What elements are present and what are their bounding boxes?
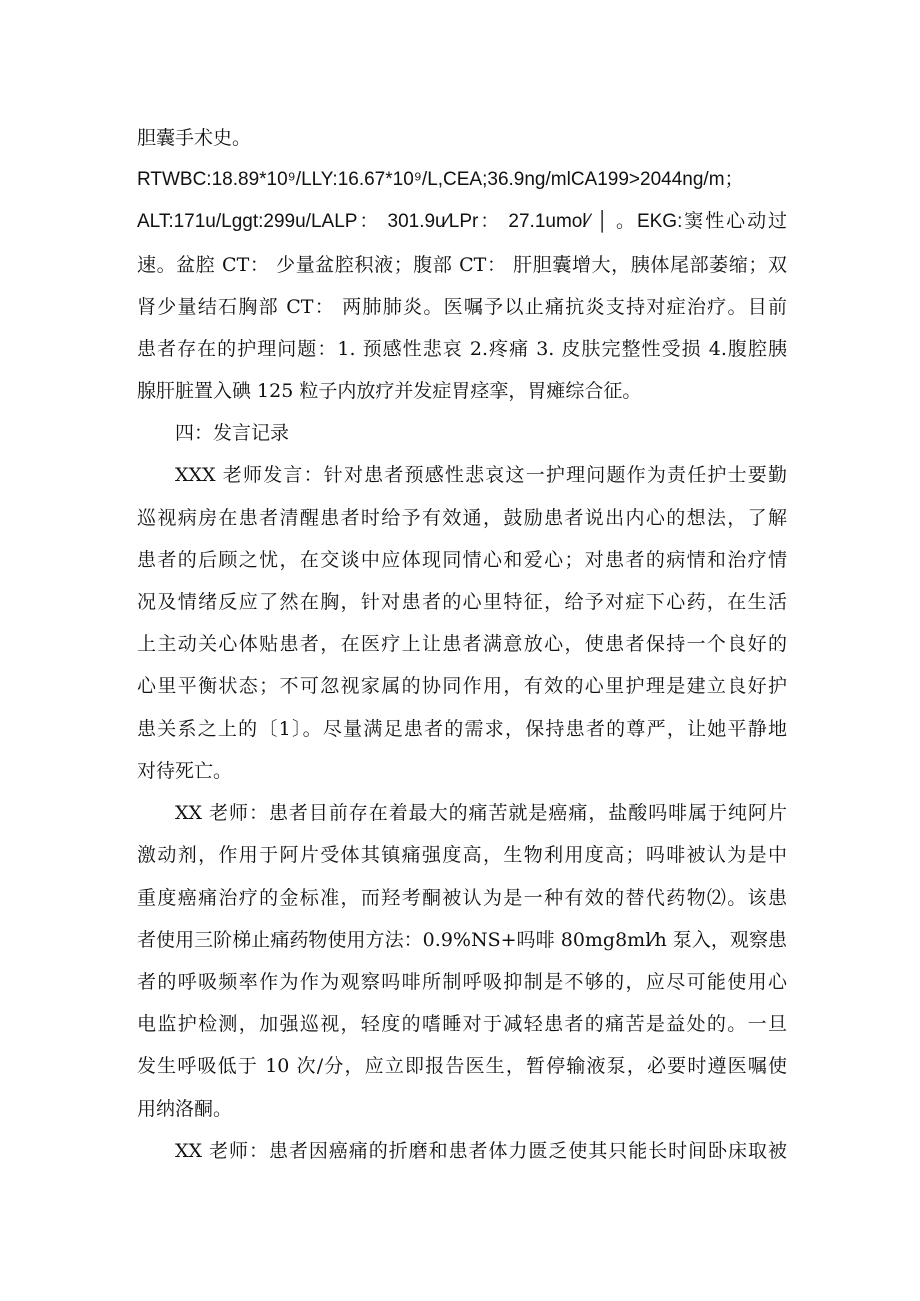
- text-line: 腺肝脏置入碘 125 粒子内放疗并发症胃痉挛，胃瘫综合征。: [137, 380, 642, 402]
- text-line: 心里平衡状态；不可忽视家属的协同作用，有效的心里护理是建立良好护: [137, 675, 787, 697]
- text-line: 肾少量结石胸部 CT： 两肺肺炎。医嘱予以止痛抗炎支持对症治疗。目前: [137, 296, 787, 318]
- text-line: 巡视病房在患者清醒患者时给予有效通，鼓励患者说出内心的想法，了解: [137, 507, 787, 529]
- text-line: 患关系之上的〔1〕。尽量满足患者的需求，保持患者的尊严，让她平静地: [137, 718, 787, 740]
- text-line: 用纳洛酮。: [137, 1098, 233, 1120]
- text-line: RTWBC:18.89*10⁹/LLY:16.67*10⁹/L,CEA;36.9ng/mlCA199>2044ng/m；: [137, 169, 744, 190]
- text-line: 患者存在的护理问题：1. 预感性悲哀 2.疼痛 3. 皮肤完整性受损 4.腹腔胰: [137, 338, 787, 360]
- text-line: 对待死亡。: [137, 760, 233, 782]
- text-line: 激动剂，作用于阿片受体其镇痛强度高，生物利用度高；吗啡被认为是中: [137, 844, 787, 866]
- text-line: XXX 老师发言：针对患者预感性悲哀这一护理问题作为责任护士要勤: [175, 464, 787, 486]
- text-line: 上主动关心体贴患者，在医疗上让患者满意放心，使患者保持一个良好的: [137, 633, 787, 655]
- text-line: XX 老师：患者因癌痛的折磨和患者体力匮乏使其只能长时间卧床取被: [175, 1140, 787, 1162]
- section-heading: 四：发言记录: [175, 422, 290, 444]
- text-line: 电监护检测，加强巡视，轻度的嗜睡对于减轻患者的痛苦是益处的。一旦: [137, 1013, 787, 1035]
- text-line: 者的呼吸频率作为作为观察吗啡所制呼吸抑制是不够的，应尽可能使用心: [137, 971, 787, 993]
- text-line: 速。盆腔 CT： 少量盆腔积液；腹部 CT： 肝胆囊增大，胰体尾部萎缩；双: [137, 254, 787, 276]
- text-line: 况及情绪反应了然在胸，针对患者的心里特征，给予对症下心药，在生活: [137, 591, 787, 613]
- text-line: XX 老师：患者目前存在着最大的痛苦就是癌痛，盐酸吗啡属于纯阿片: [175, 802, 787, 824]
- text-line: 患者的后顾之忧，在交谈中应体现同情心和爱心；对患者的病情和治疗情: [137, 549, 787, 571]
- text-line: 者使用三阶梯止痛药物使用方法：0.9%NS+吗啡 80mg8ml⁄h 泵入，观察患: [137, 929, 787, 951]
- text-line: 重度癌痛治疗的金标准，而羟考酮被认为是一种有效的替代药物⑵。该患: [137, 887, 787, 909]
- text-line: ALT:171u/Lggt:299u/LALP： 301.9u⁄LPr： 27.1umol⁄ │ 。EKG:窦性心动过: [137, 211, 787, 232]
- text-line: 胆囊手术史。: [137, 127, 252, 149]
- text-line: 发生呼吸低于 10 次/分，应立即报告医生，暂停输液泵，必要时遵医嘱使: [137, 1055, 787, 1077]
